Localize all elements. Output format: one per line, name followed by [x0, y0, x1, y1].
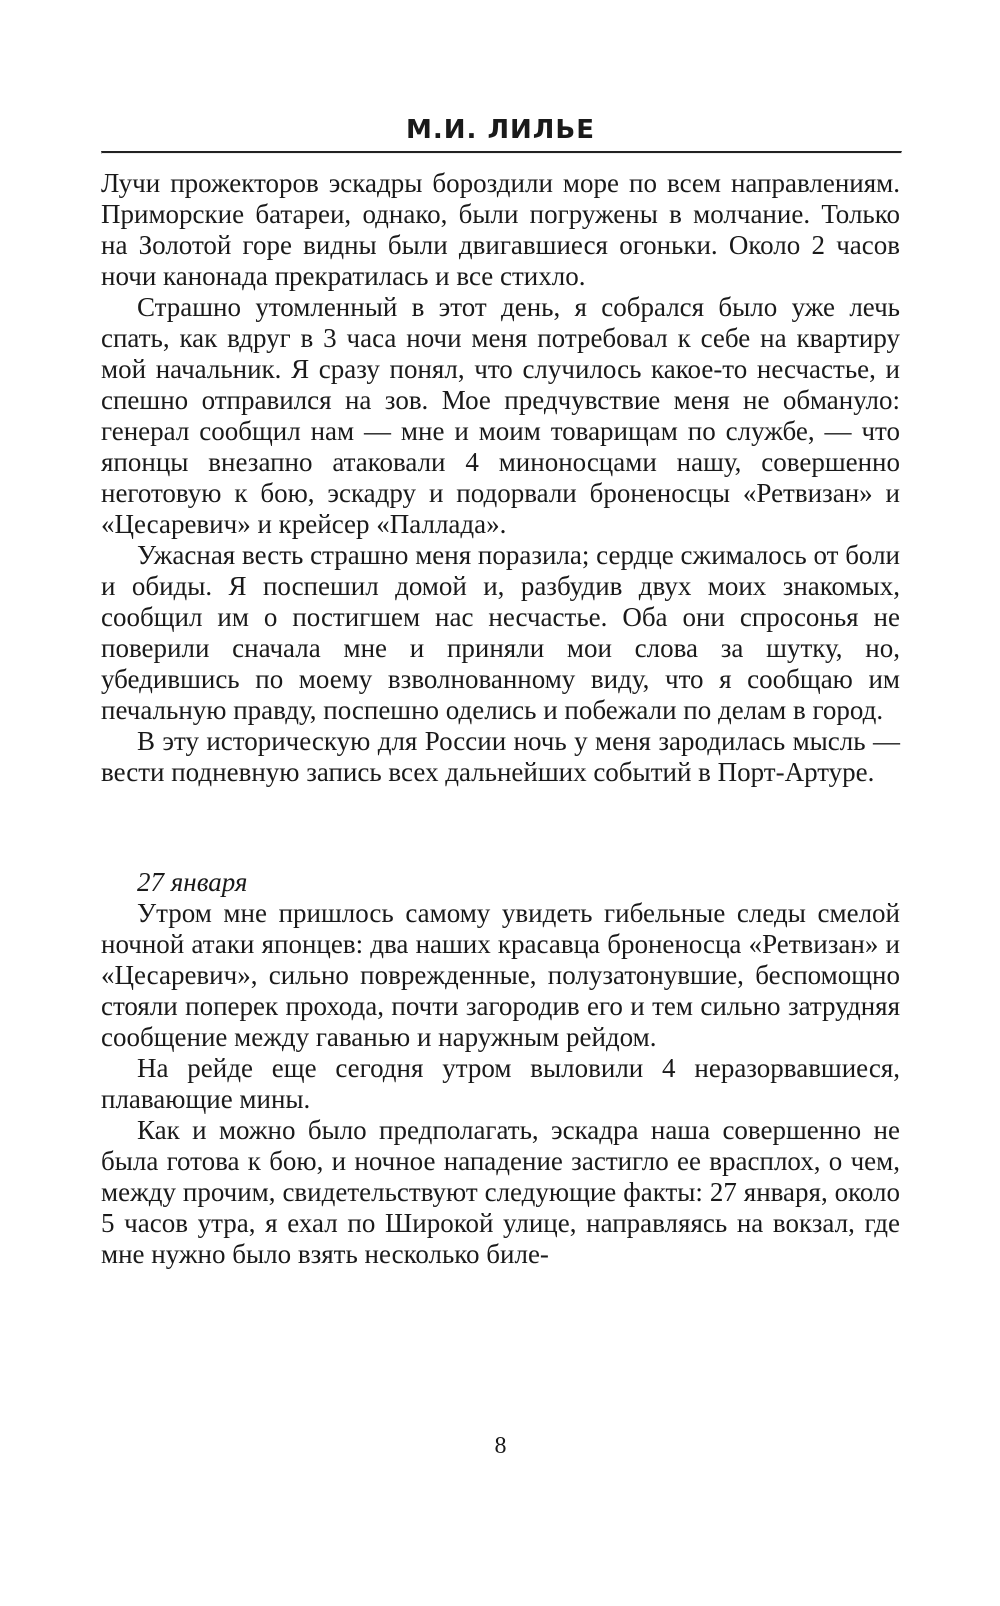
body-text: [101, 168, 900, 1270]
paragraph: Ужасная весть страшно меня поразила; сердце сжималось от боли и обиды. Я поспешил домой и, разбудив двух моих знакомых, сообщил им о постигшем нас несчастье. Оба они спросонья не поверили сначала мне и приняли мои слова за шутку, но, убедившись по моему взволнованному виду, что я сообщаю им печальную правду, поспешно оделись и побежали по делам в город.: [101, 540, 900, 725]
paragraph: В эту историческую для России ночь у меня зародилась мысль — вести подневную запись всех дальнейших событий в Порт-Артуре.: [101, 726, 900, 787]
paragraph: Как и можно было предполагать, эскадра наша совершенно не была готова к бою, и ночное нападение застигло ее врасплох, о чем, между прочим, свидетельствуют следующие факты: 27 января, около 5 часов утра, я ехал по Широкой улице, направляясь на вокзал, где мне нужно было взять несколько биле-: [101, 1115, 900, 1269]
diary-entry-date: 27 января: [137, 867, 248, 897]
page-number: 8: [494, 1433, 507, 1459]
paragraph: Утром мне пришлось самому увидеть гибельные следы смелой ночной атаки японцев: два наших красавца броненосца «Ретвизан» и «Цесаревич», сильно поврежденные, полузатонувшие, беспомощно стояли поперек прохода, почти загородив его и тем сильно затрудняя сообщение между гаванью и наружным рейдом.: [101, 898, 900, 1052]
running-header-author: М.И. ЛИЛЬЕ: [406, 115, 595, 145]
paragraph: Страшно утомленный в этот день, я собрался было уже лечь спать, как вдруг в 3 часа ночи меня потребовал к себе на квартиру мой начальник. Я сразу понял, что случилось какое-то несчастье, и спешно отправился на зов. Мое предчувствие меня не обмануло: генерал сообщил нам — мне и моим товарищам по службе, — что японцы внезапно атаковали 4 миноносцами нашу, совершенно неготовую к бою, эскадру и подорвали броненосцы «Ретвизан» и «Цесаревич» и крейсер «Паллада».: [101, 292, 900, 539]
paragraph: На рейде еще сегодня утром выловили 4 неразорвавшиеся, плавающие мины.: [101, 1053, 900, 1114]
paragraph: Лучи прожекторов эскадры бороздили море по всем направлениям. Приморские батареи, однако, были погружены в молчание. Только на Золотой горе видны были двигавшиеся огоньки. Около 2 часов ночи канонада прекратилась и все стихло.: [101, 168, 900, 291]
header-rule: [101, 151, 902, 154]
